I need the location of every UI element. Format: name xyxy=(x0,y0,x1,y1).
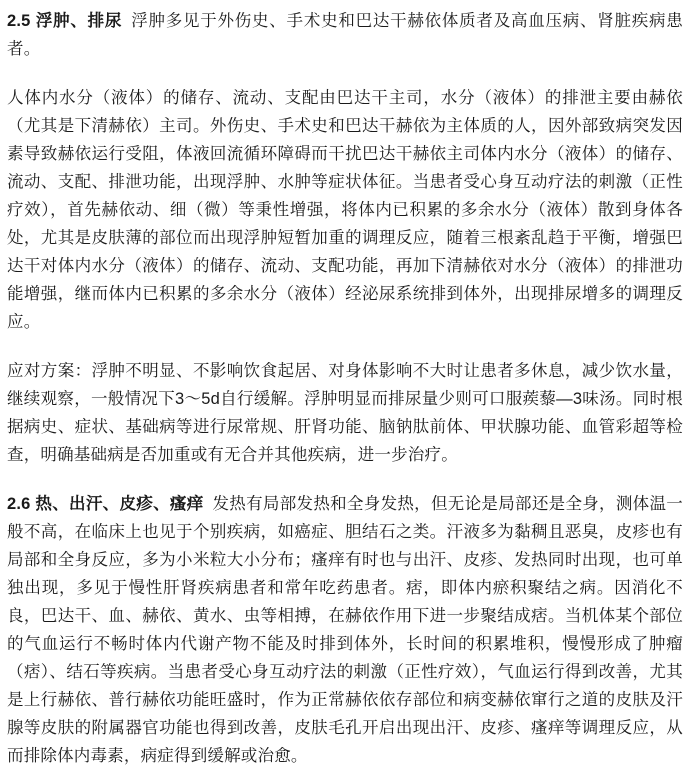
paragraph-water-regulation-mechanism: 人体内水分（液体）的储存、流动、支配由巴达干主司，水分（液体）的排泄主要由赫依（尤其是下清赫依）主司。外伤史、手术史和巴达干赫依为主体质的人，因外部致病突发因素导致赫依运行受阻，体液回流循环障碍而干扰巴达干赫依主司体内水分（液体）的储存、流动、支配、排泄功能，出现浮肿、水肿等症状体征。当患者受心身互动疗法的刺激（正性疗效），首先赫依动、细（微）等秉性增强，将体内已积累的多余水分（液体）散到身体各处，尤其是皮肤薄的部位而出现浮肿短暂加重的调理反应，随着三根紊乱趋于平衡，增强巴达干对体内水分（液体）的储存、流动、支配功能，再加下清赫依对水分（液体）的排泄功能增强，继而体内已积累的多余水分（液体）经泌尿系统排到体外，出现排尿增多的调理反应。 xyxy=(7,89,683,331)
section-2-6-lead-text: 发热有局部发热和全身发热，但无论是局部还是全身，测体温一般不高，在临床上也见于个别疾病，如癌症、胆结石之类。汗液多为黏稠且恶臭，皮疹也有局部和全身反应，多为小米粒大小分布；瘙痒有时也与出汗、皮疹、发热同时出现，也可单独出现，多见于慢性肝肾疾病患者和常年吃药患者。痞，即体内瘀积聚结之病。因消化不良，巴达干、血、赫依、黄水、虫等相搏，在赫依作用下进一步聚结成痞。当机体某个部位的气血运行不畅时体内代谢产物不能及时排到体外，长时间的积累堆积，慢慢形成了肿瘤（痞）、结石等疾病。当患者受心身互动疗法的刺激（正性疗效），气血运行得到改善，尤其是上行赫依、普行赫依功能旺盛时，作为正常赫依依存部位和病变赫依窜行之道的皮肤及汗腺等皮肤的附属器官功能也得到改善，皮肤毛孔开启出现出汗、皮疹、瘙痒等调理反应，从而排除体内毒素，病症得到缓解或治愈。 xyxy=(7,495,683,765)
paragraph-response-plan: 应对方案：浮肿不明显、不影响饮食起居、对身体影响不大时让患者多休息，减少饮水量，继续观察，一般情况下3～5d自行缓解。浮肿明显而排尿量少则可口服蒺藜—3味汤。同时根据病史、症状、基础病等进行尿常规、肝肾功能、脑钠肽前体、甲状腺功能、血管彩超等检查，明确基础病是否加重或有无合并其他疾病，进一步治疗。 xyxy=(7,362,683,464)
section-2-5-lead-text: 浮肿多见于外伤史、手术史和巴达干赫依体质者及高血压病、肾脏疾病患者。 xyxy=(7,12,684,58)
section-2-6-heading: 2.6 热、出汗、皮疹、瘙痒 xyxy=(7,495,204,513)
section-2-5-heading: 2.5 浮肿、排尿 xyxy=(7,12,123,30)
section-2-5-intro-paragraph xyxy=(7,7,683,63)
section-2-6-paragraph xyxy=(7,490,683,770)
